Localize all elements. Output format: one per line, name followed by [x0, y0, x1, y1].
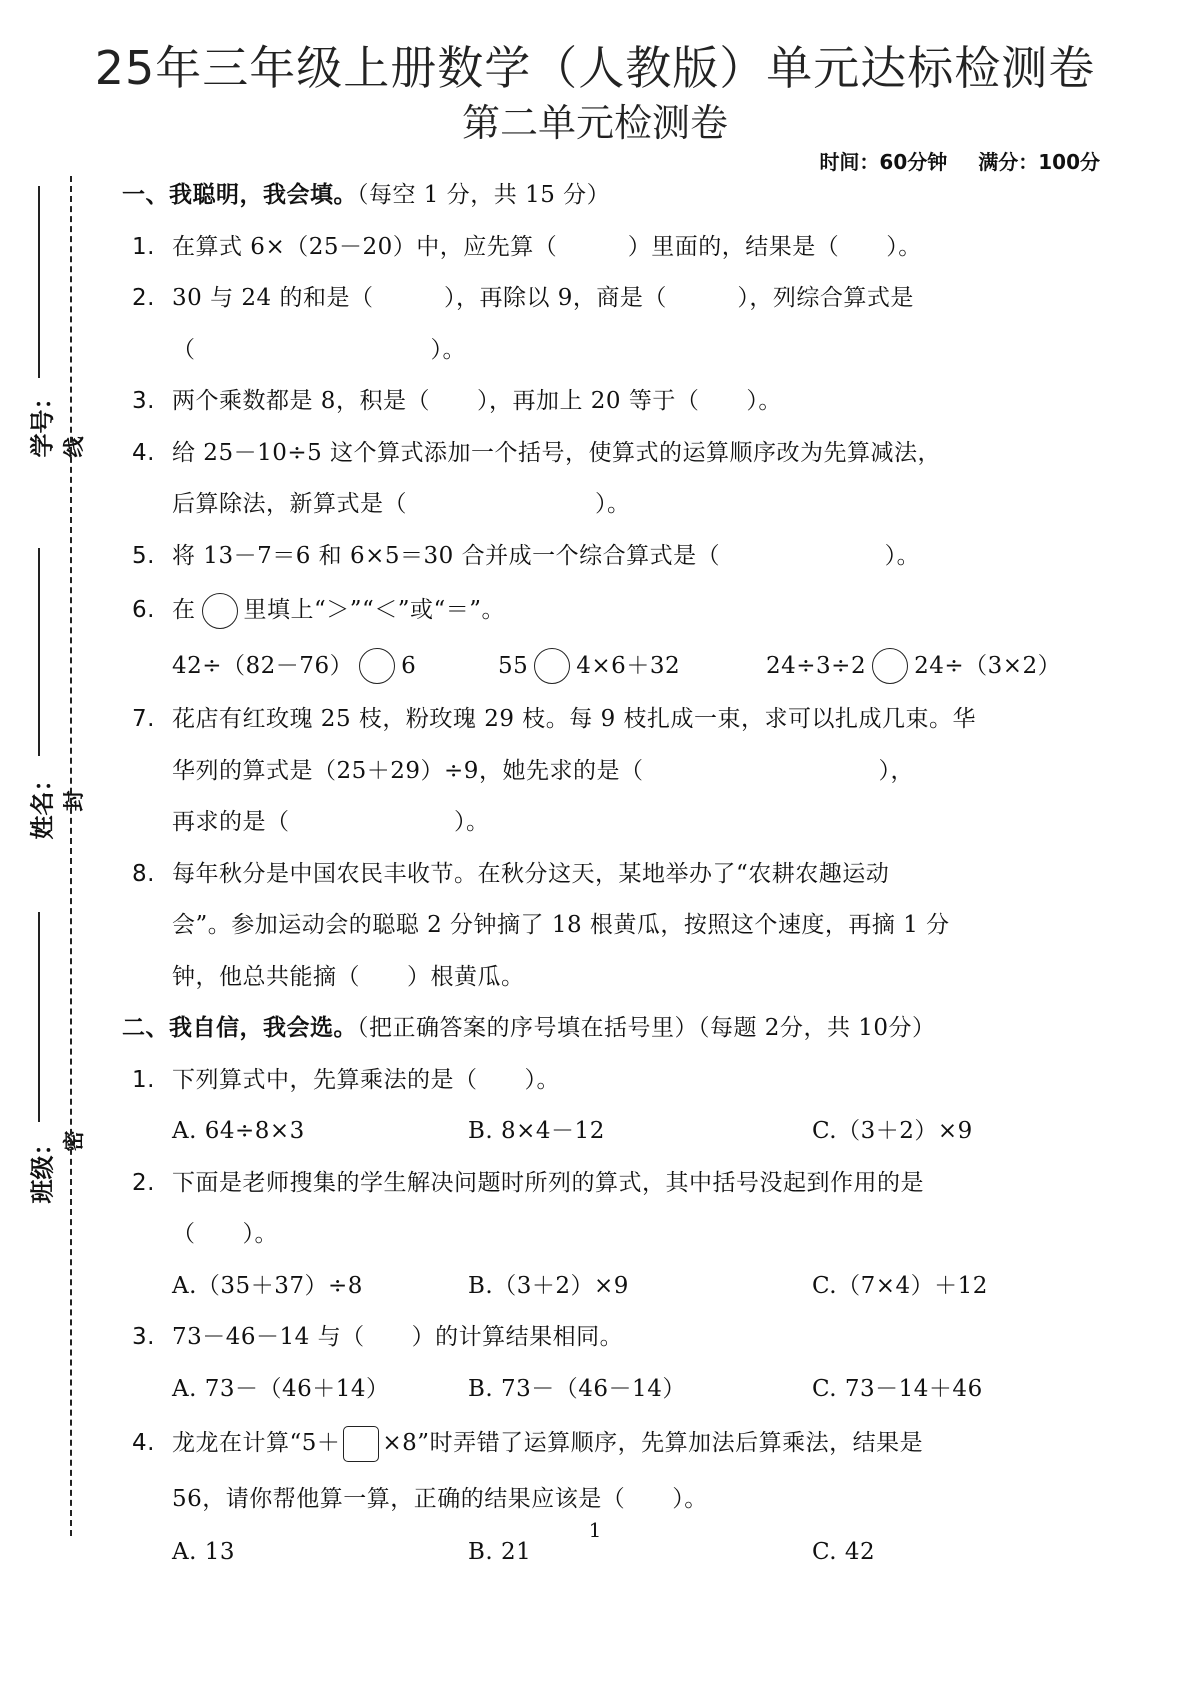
- question-number: 1.: [132, 233, 155, 260]
- comparison-3-right: 24÷（3×2）: [914, 653, 1062, 679]
- s1-question-6: [122, 582, 1112, 638]
- question-number: 1.: [132, 1066, 155, 1093]
- s1-question-4: [122, 428, 1112, 480]
- s1-question-8: [122, 849, 1112, 901]
- section2-heading: [122, 1003, 1112, 1055]
- s1-question-2-continued: （ ）。: [172, 336, 466, 363]
- question-text: 在算式 6×（25－20）中，应先算（ ）里面的，结果是（ ）。: [172, 233, 922, 260]
- exam-content: [122, 170, 1112, 1579]
- s2-question-1: [122, 1055, 1112, 1107]
- s1-question-4-continued: 后算除法，新算式是（ ）。: [172, 491, 631, 517]
- option-c: C. 42: [812, 1539, 876, 1565]
- s1-question-5: [122, 531, 1112, 583]
- comparison-2-right: 4×6＋32: [576, 653, 681, 679]
- section2-note: （把正确答案的序号填在括号里）（每题 2分，共 10分）: [357, 1015, 936, 1041]
- comparison-expressions: [122, 638, 1112, 694]
- time-limit: 时间：60分钟: [819, 150, 948, 174]
- s2-question-4: [122, 1415, 1112, 1471]
- question-text: 每年秋分是中国农民丰收节。在秋分这天，某地举办了“农耕农趣运动: [172, 860, 890, 887]
- section1-heading: [122, 170, 1112, 222]
- question-number: 2.: [132, 1169, 155, 1196]
- section1-note: （每空 1 分，共 15 分）: [357, 182, 611, 208]
- seal-line-text: 线: [62, 436, 86, 458]
- question-text: 下列算式中，先算乘法的是（ ）。: [172, 1066, 560, 1093]
- question-text: 花店有红玫瑰 25 枝，粉玫瑰 29 枝。每 9 枝扎成一束，求可以扎成几束。华: [172, 706, 977, 732]
- question-number: 8.: [132, 860, 155, 887]
- question-text-post: 里填上“＞”“＜”或“＝”。: [243, 597, 506, 623]
- answer-circle-1[interactable]: [359, 648, 395, 684]
- question-text: 给 25－10÷5 这个算式添加一个括号，使算式的运算顺序改为先算减法，: [172, 439, 942, 466]
- comparison-2: [498, 638, 766, 694]
- s2-question-2-continued: （ ）。: [172, 1221, 278, 1247]
- s1-question-7-continued-1: 华列的算式是（25＋29）÷9，她先求的是（ ），: [172, 757, 914, 784]
- student-id-line: [38, 186, 40, 378]
- dashed-seal-line: [70, 176, 72, 1536]
- seal-feng-text: 封: [62, 790, 86, 812]
- blank-square-icon: [343, 1426, 379, 1462]
- question-text: 将 13－7＝6 和 6×5＝30 合并成一个综合算式是（ ）。: [172, 542, 921, 569]
- option-b: B. 8×4－12: [468, 1118, 605, 1144]
- question-number: 6.: [132, 597, 155, 623]
- comparison-3: [766, 638, 1061, 694]
- question-text: 下面是老师搜集的学生解决问题时所列的算式，其中括号没起到作用的是: [172, 1169, 924, 1196]
- section2-title: 二、我自信，我会选。: [122, 1015, 357, 1041]
- section1-title: 一、我聪明，我会填。: [122, 182, 357, 208]
- s1-question-1: [122, 222, 1112, 274]
- comparison-1-left: 42÷（82－76）: [172, 653, 354, 679]
- option-c: C. 73－14＋46: [812, 1375, 983, 1402]
- question-text-pre: 龙龙在计算“5＋: [172, 1430, 341, 1456]
- option-a: A. 73－（46＋14）: [172, 1375, 390, 1402]
- seal-mi-text: 密: [62, 1130, 86, 1152]
- option-b: B.（3＋2）×9: [468, 1272, 629, 1299]
- question-number: 4.: [132, 1430, 155, 1456]
- comparison-2-left: 55: [498, 653, 529, 679]
- question-text-post: ×8”时弄错了运算顺序，先算加法后算乘法，结果是: [382, 1430, 924, 1456]
- answer-circle-2[interactable]: [534, 648, 570, 684]
- question-text: 73－46－14 与（ ）的计算结果相同。: [172, 1324, 624, 1350]
- option-c: C.（3＋2）×9: [812, 1118, 973, 1144]
- s2-question-4-continued: 56，请你帮他算一算，正确的结果应该是（ ）。: [172, 1486, 708, 1512]
- option-a: A. 64÷8×3: [172, 1118, 305, 1144]
- question-number: 3.: [132, 1324, 155, 1350]
- name-label: 姓名：: [28, 767, 57, 840]
- answer-circle-3[interactable]: [872, 648, 908, 684]
- s1-question-2: [122, 273, 1112, 325]
- s1-question-8-continued-1: 会”。参加运动会的聪聪 2 分钟摘了 18 根黄瓜，按照这个速度，再摘 1 分: [172, 912, 950, 938]
- page-number: 1: [588, 1518, 602, 1542]
- question-number: 7.: [132, 706, 155, 732]
- class-line: [38, 912, 40, 1122]
- question-text: 30 与 24 的和是（ ），再除以 9，商是（ ），列综合算式是: [172, 285, 914, 311]
- page-title: 25年三年级上册数学（人教版）单元达标检测卷: [94, 41, 1096, 95]
- student-id-label: 学号：: [28, 385, 57, 458]
- comparison-1: [172, 638, 498, 694]
- s2-question-3-options: [122, 1364, 1112, 1416]
- s2-question-2-options: [122, 1261, 1112, 1313]
- question-text: 两个乘数都是 8，积是（ ），再加上 20 等于（ ）。: [172, 388, 782, 414]
- comparison-circle-icon: [202, 593, 238, 629]
- question-number: 2.: [132, 285, 155, 311]
- question-number: 3.: [132, 388, 155, 414]
- page-subtitle: 第二单元检测卷: [461, 101, 728, 145]
- question-number: 5.: [132, 542, 155, 569]
- full-score: 满分：100分: [978, 150, 1100, 174]
- s2-question-3: [122, 1312, 1112, 1364]
- option-b: B. 73－（46－14）: [468, 1375, 686, 1402]
- s2-question-2: [122, 1158, 1112, 1210]
- comparison-3-left: 24÷3÷2: [766, 653, 867, 679]
- s1-question-7-continued-2: 再求的是（ ）。: [172, 809, 490, 835]
- comparison-1-right: 6: [401, 653, 417, 679]
- question-text-pre: 在: [172, 597, 196, 623]
- name-line: [38, 548, 40, 756]
- s1-question-3: [122, 376, 1112, 428]
- option-a: A.（35＋37）÷8: [172, 1272, 363, 1299]
- s1-question-7: [122, 694, 1112, 746]
- class-label: 班级：: [28, 1131, 57, 1204]
- option-b: B. 21: [468, 1539, 532, 1565]
- s2-question-1-options: [122, 1106, 1112, 1158]
- option-c: C.（7×4）＋12: [812, 1272, 988, 1299]
- question-number: 4.: [132, 439, 155, 466]
- option-a: A. 13: [172, 1539, 235, 1565]
- s1-question-8-continued-2: 钟，他总共能摘（ ）根黄瓜。: [172, 963, 525, 990]
